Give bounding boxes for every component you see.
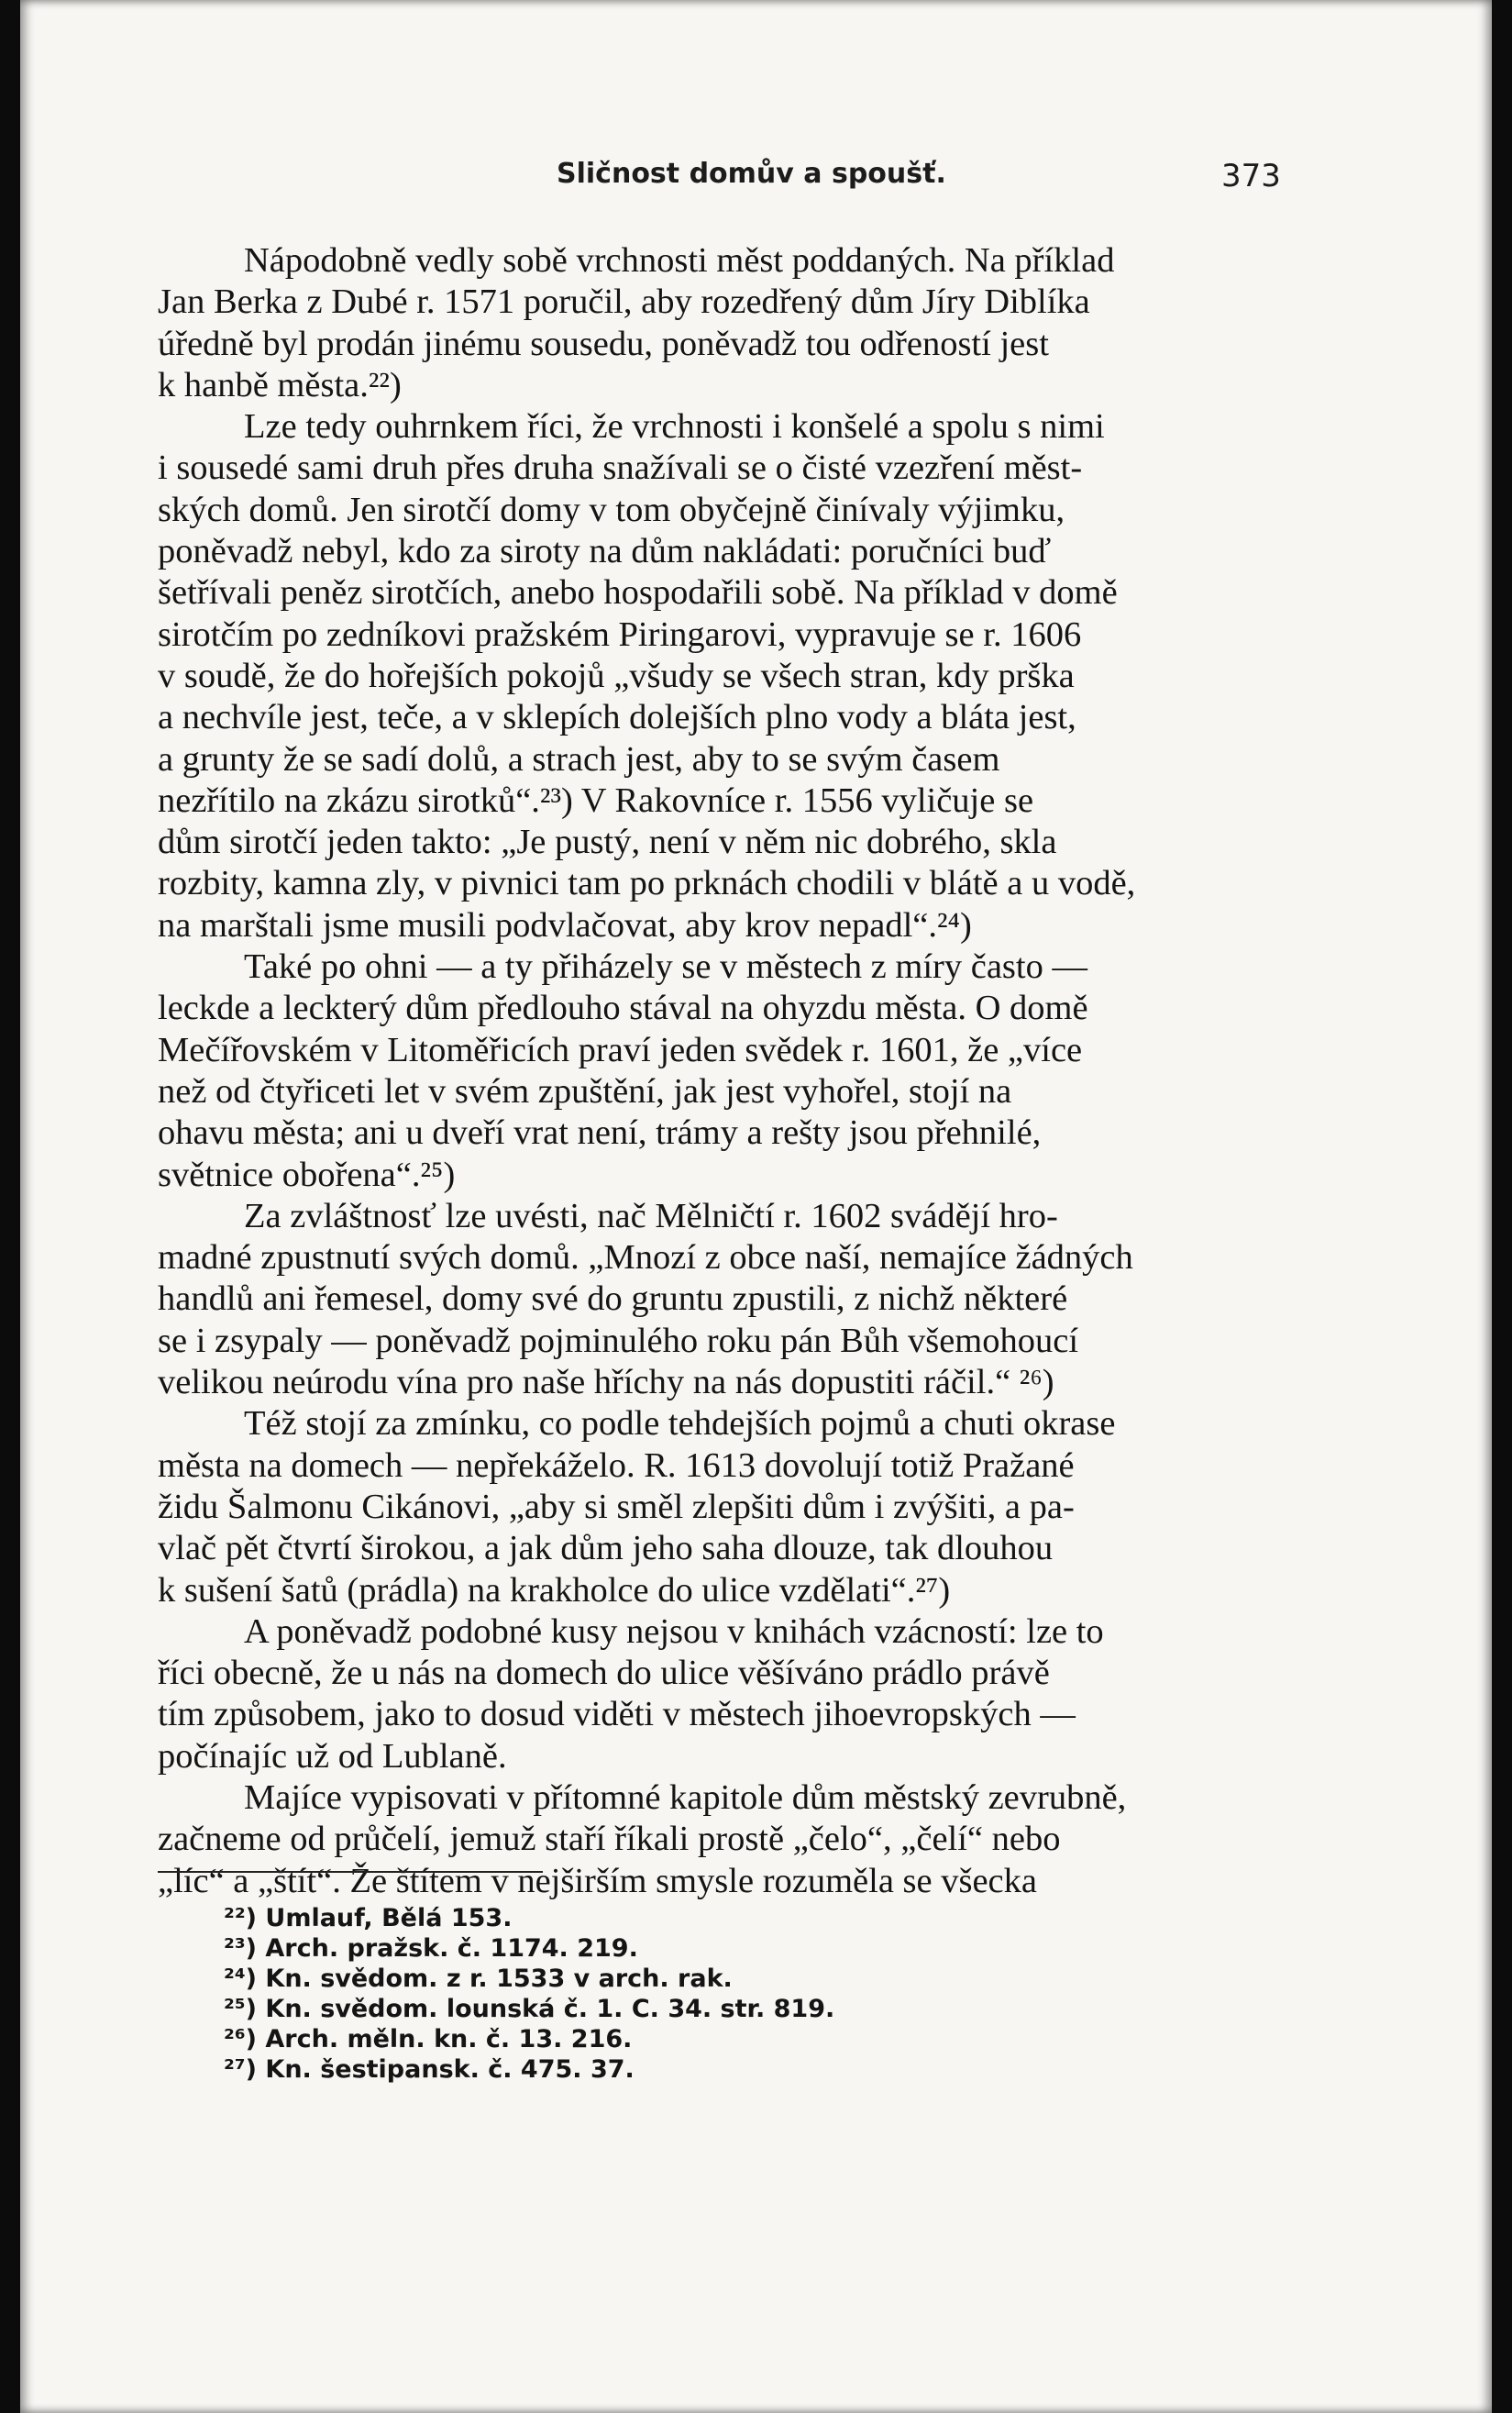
paragraph: Lze tedy ouhrnkem říci, že vrchnosti i konšelé a spolu s nimi i sousedé sami druh přes druha snažívali se o čisté vzezření měst- ských domů. Jen sirotčí domy v tom obyčejně činívaly výjimku, poněvadž nebyl, kdo za siroty na dům nakládati: poručníci buď šetřívali peněz sirotčích, anebo hospodařili sobě. Na příklad v domě sirotčím po zedníkovi pražském Piringarovi, vypravuje se r. 1606 v soudě, že do hořejších pokojů „všudy se všech stran, kdy prška a nechvíle jest, teče, a v sklepích dolejších plno vody a bláta jest, a grunty že se sadí dolů, a strach jest, aby to se svým časem nezřítilo na zkázu sirotků“.²³) V Rakovníce r. 1556 vyličuje se dům sirotčí jeden takto: „Je pustý, není v něm nic dobrého, skla rozbity, kamna zly, v pivnici tam po prknách chodili v blátě a u vodě, na marštali jsme musili podvlačovat, aby krov nepadl“.²⁴) [158, 407, 1136, 945]
body-text [158, 240, 1304, 1902]
footnote: ²⁶) Arch. měln. kn. č. 13. 216. [224, 2025, 633, 2053]
page-number: 373 [1221, 158, 1281, 194]
footnote: ²²) Umlauf, Bělá 153. [224, 1904, 513, 1932]
paragraph: Za zvláštnosť lze uvésti, nač Mělničtí r. 1602 svádějí hro- madné zpustnutí svých domů. „Mnozí z obce naší, nemajíce žádných handlů ani řemesel, domy své do gruntu zpustili, z nichž některé se i zsypaly — poněvadž pojminulého roku pán Bůh všemohoucí velikou neúrodu vína pro naše hříchy na nás dopustiti ráčil.“ ²⁶) [158, 1196, 1133, 1402]
paragraph: Též stojí za zmínku, co podle tehdejších pojmů a chuti okrase města na domech — nepřekáželo. R. 1613 dovolují totiž Pražané židu Šalmonu Cikánovi, „aby si směl zlepšiti dům i zvýšiti, a pa- vlač pět čtvrtí širokou, a jak dům jeho saha dlouze, tak dlouhou k sušení šatů (prádla) na krakholce do ulice vzdělati“.²⁷) [158, 1404, 1116, 1610]
footnotes [224, 1903, 1049, 2085]
page-header [20, 149, 1492, 204]
paragraph: Také po ohni — a ty přiházely se v městech z míry často — leckde a leckterý dům předlouho stával na ohyzdu města. O domě Mečířovském v Litoměřicích praví jeden svědek r. 1601, že „více než od čtyřiceti let v svém zpuštění, jak jest vyhořel, stojí na ohavu města; ani u dveří vrat není, trámy a rešty jsou přehnilé, světnice obořena“.²⁵) [158, 947, 1088, 1194]
footnote: ²⁷) Kn. šestipansk. č. 475. 37. [224, 2055, 635, 2084]
paragraph: A poněvadž podobné kusy nejsou v knihách vzácností: lze to říci obecně, že u nás na domech do ulice věšíváno prádlo právě tím způsobem, jako to dosud viděti v městech jihoevropských — počínajíc už od Lublaně. [158, 1611, 1104, 1776]
paragraph: Nápodobně vedly sobě vrchnosti měst poddaných. Na příklad Jan Berka z Dubé r. 1571 poručil, aby rozedřený dům Jíry Diblíka úředně byl prodán jinému sousedu, poněvadž tou odřeností jest k hanbě města.²²) [158, 241, 1115, 404]
footnote: ²³) Arch. pražsk. č. 1174. 219. [224, 1934, 638, 1963]
running-head: Sličnost domův a spoušť. [557, 158, 946, 190]
footnote: ²⁴) Kn. svědom. z r. 1533 v arch. rak. [224, 1965, 733, 1993]
footnote-separator [158, 1871, 543, 1873]
paragraph: Majíce vypisovati v přítomné kapitole dům městský zevrubně, začneme od průčelí, jemuž staří říkali prostě „čelo“, „čelí“ nebo „líc“ a „štít“. Že štítem v nejširším smysle rozuměla se všecka [158, 1777, 1127, 1900]
footnote: ²⁵) Kn. svědom. lounská č. 1. C. 34. str. 819. [224, 1995, 835, 2023]
book-page [20, 0, 1492, 2413]
